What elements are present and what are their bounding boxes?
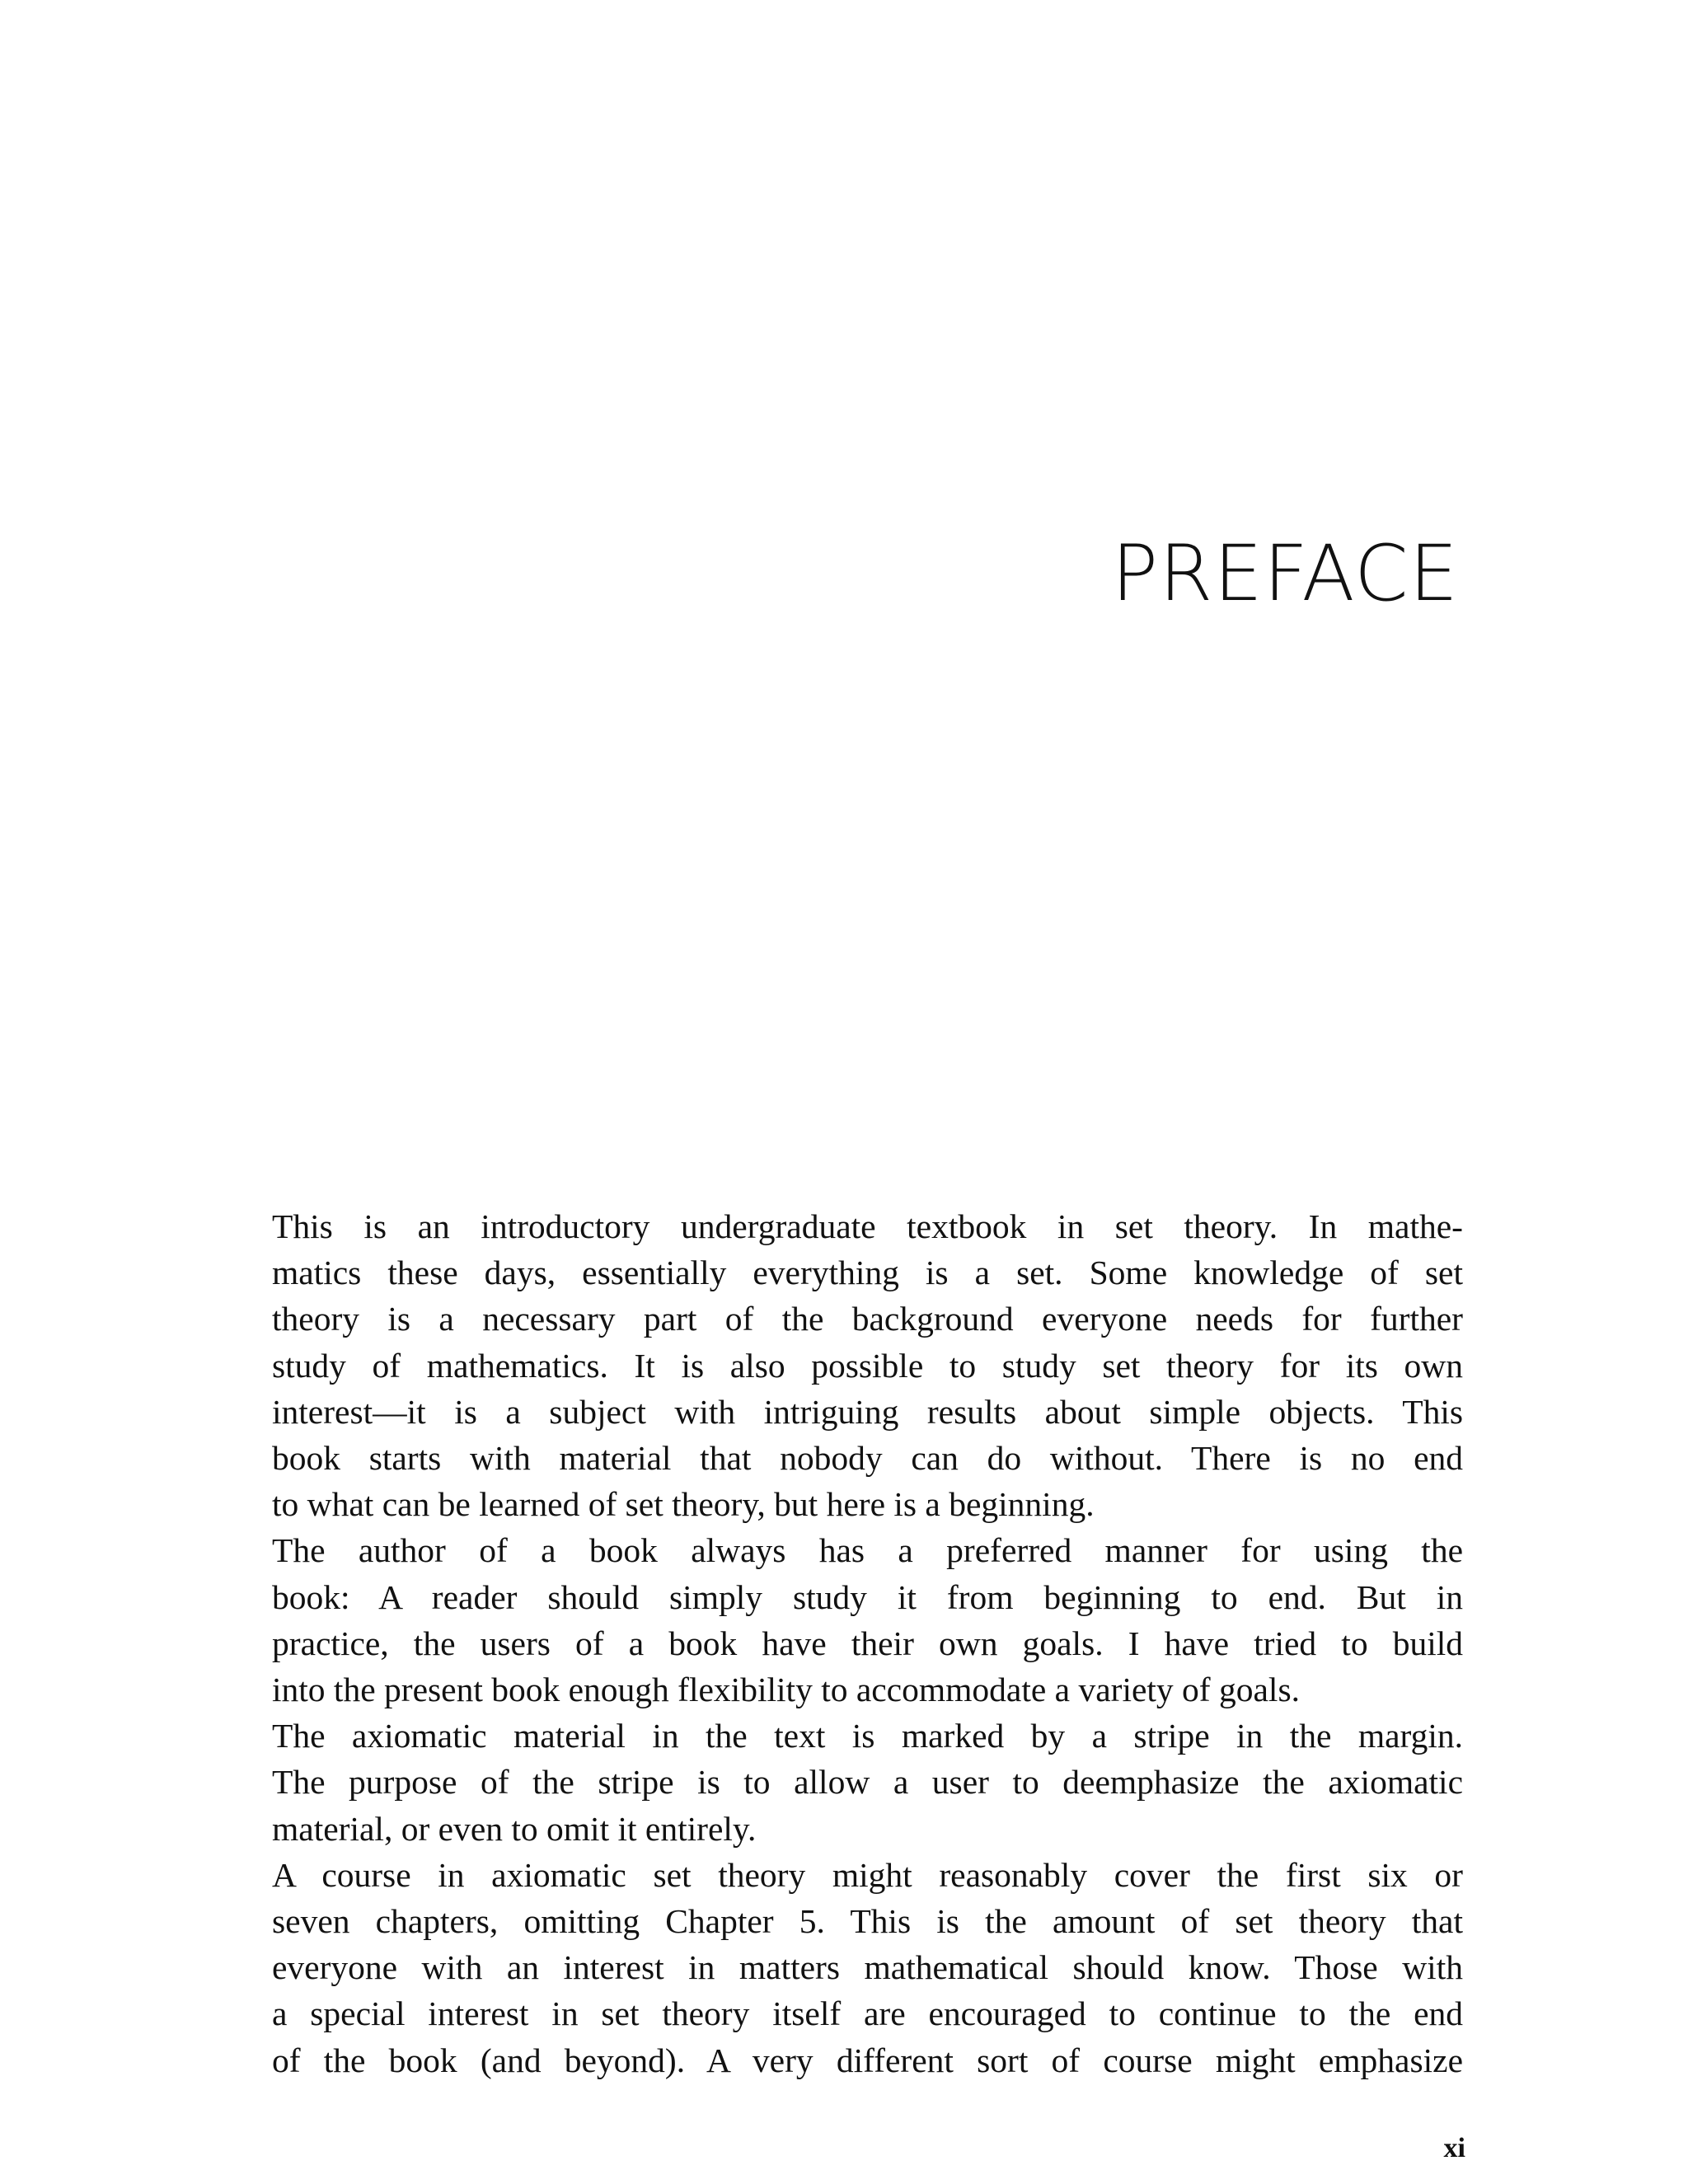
text-line: practice, the users of a book have their own goals. I have tried to build: [272, 1624, 1463, 1662]
text-line: interest—it is a subject with intriguing results about simple objects. This: [272, 1392, 1463, 1431]
text-line: This is an introductory undergraduate textbook in set theory. In mathe-: [272, 1207, 1463, 1245]
text-line: study of mathematics. It is also possible to study set theory for its own: [272, 1346, 1463, 1385]
text-line: matics these days, essentially everything is a set. Some knowledge of set: [272, 1254, 1463, 1292]
paragraph-3: [218, 1713, 1463, 1852]
text-line: book: A reader should simply study it from beginning to end. But in: [272, 1577, 1463, 1616]
text-line: A course in axiomatic set theory might reasonably cover the first six or: [272, 1855, 1463, 1894]
page-number: xi: [1443, 2133, 1465, 2163]
text-line: theory is a necessary part of the background everyone needs for further: [272, 1300, 1463, 1338]
preface-body: [218, 1203, 1463, 2083]
text-line: everyone with an interest in matters mathematical should know. Those with: [272, 1948, 1463, 1987]
chapter-title: PREFACE: [1111, 529, 1459, 619]
text-line: into the present book enough flexibility to accommodate a variety of goals.: [272, 1671, 1300, 1709]
text-line: The author of a book always has a preferred manner for using the: [272, 1531, 1463, 1570]
paragraph-1: [218, 1203, 1463, 1527]
paragraph-4: [218, 1852, 1463, 2083]
text-line: a special interest in set theory itself are encouraged to continue to the end: [272, 1994, 1463, 2033]
text-line: to what can be learned of set theory, but here is a beginning.: [272, 1485, 1095, 1524]
text-line: The axiomatic material in the text is marked by a stripe in the margin.: [272, 1717, 1463, 1755]
text-line: material, or even to omit it entirely.: [272, 1809, 757, 1848]
text-line: book starts with material that nobody can do without. There is no end: [272, 1439, 1463, 1478]
text-line: of the book (and beyond). A very different sort of course might emphasize: [272, 2041, 1463, 2079]
text-line: The purpose of the stripe is to allow a user to deemphasize the axiomatic: [272, 1763, 1463, 1802]
paragraph-2: [218, 1527, 1463, 1713]
text-line: seven chapters, omitting Chapter 5. This is the amount of set theory that: [272, 1902, 1463, 1941]
